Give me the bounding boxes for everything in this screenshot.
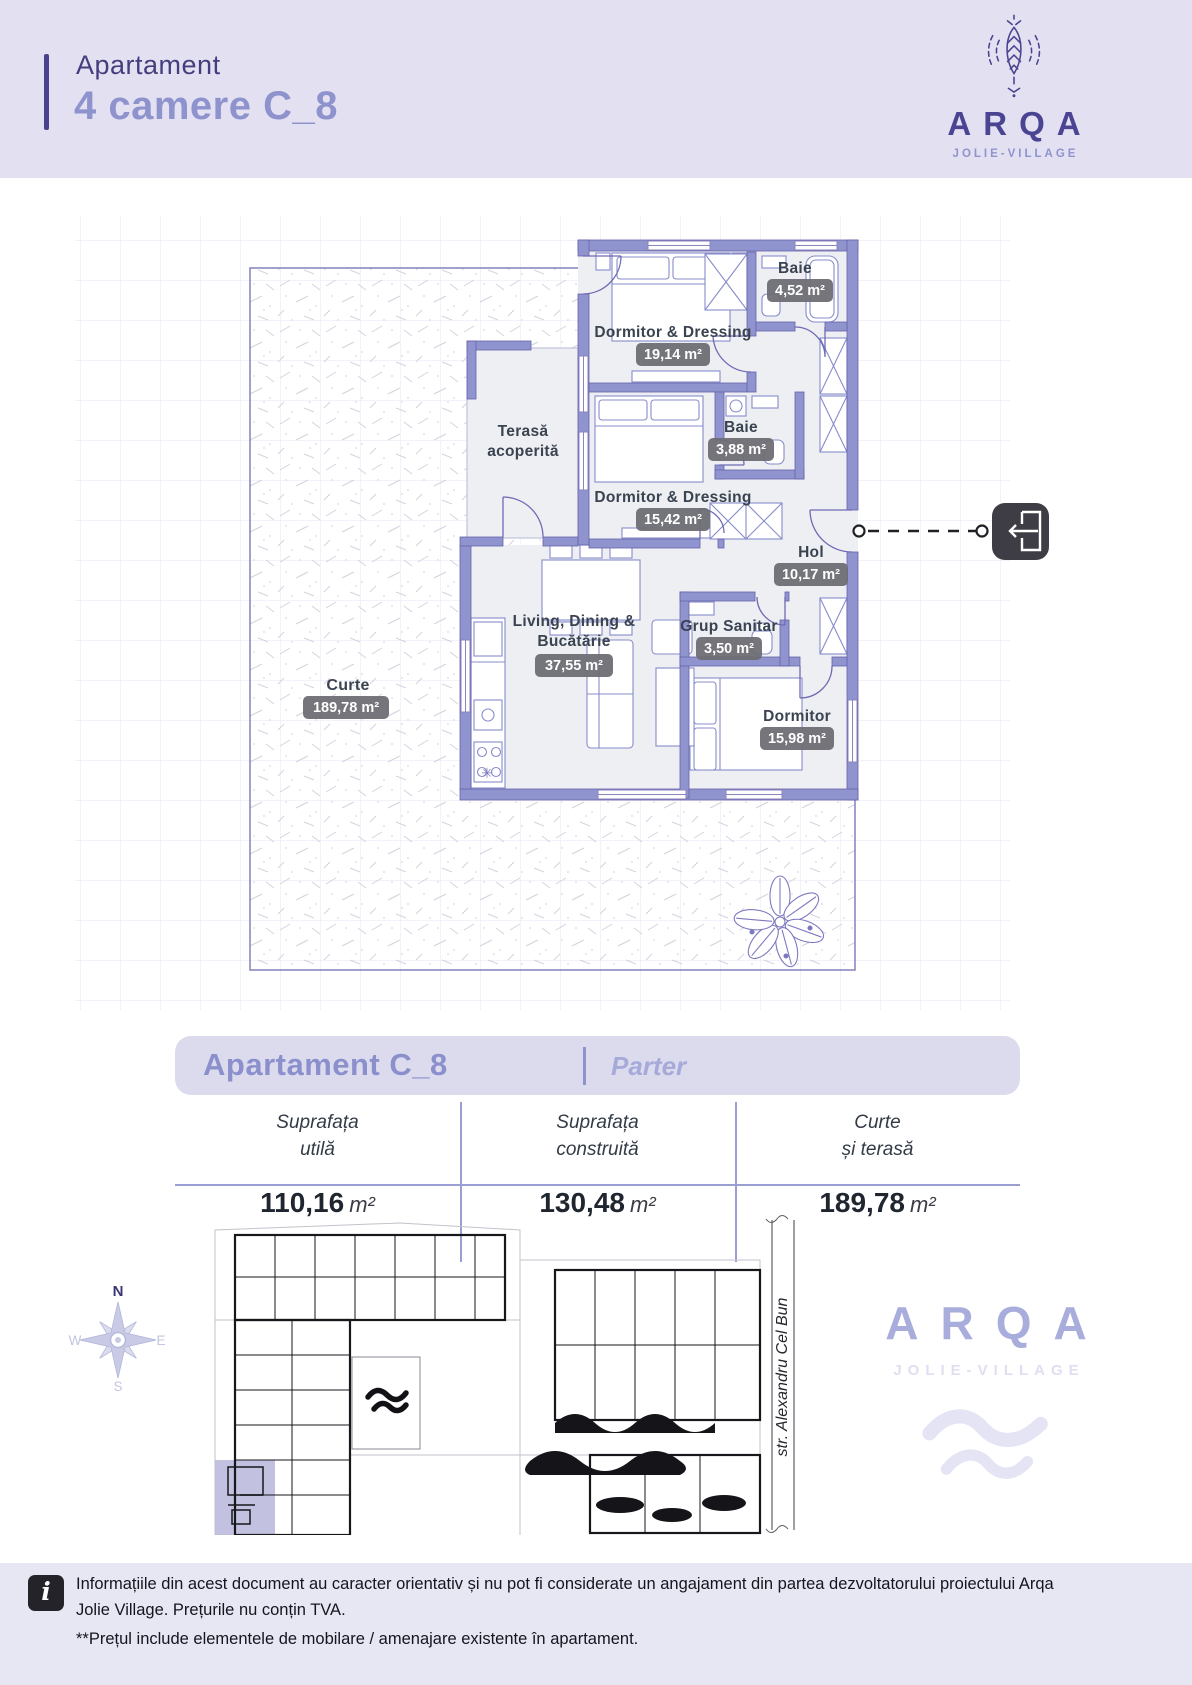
room-label-curte: Curte	[326, 677, 370, 694]
footer-text	[76, 1572, 1091, 1653]
col3-value: 189,78	[819, 1187, 905, 1219]
room-label-baie1: Baie	[778, 260, 812, 277]
disclaimer-paragraph: Informațiile din acest document au caracter orientativ și nu pot fi considerate un angajament din partea dezvoltatorului proiectului Arqa Jolie Village. Prețurile nu conțin TVA.	[76, 1575, 1054, 1619]
col1-label-2: utilă	[300, 1138, 335, 1160]
area-badge-hol: 10,17 m²	[781, 567, 841, 583]
room-label-dorm2: Dormitor & Dressing	[594, 489, 752, 506]
watermark-brand-tagline: JOLIE-VILLAGE	[893, 1362, 1085, 1379]
room-label-dorm3: Dormitor	[763, 708, 831, 725]
amenity-box	[352, 1357, 420, 1449]
arqa-logo	[928, 14, 1100, 160]
col3-label-2: și terasă	[841, 1138, 914, 1160]
header	[0, 0, 1192, 178]
room-label-baie2: Baie	[724, 419, 758, 436]
brand-tagline: JOLIE-VILLAGE	[952, 148, 1079, 160]
summary-title: Apartament C_8	[203, 1047, 448, 1082]
wave-watermark-icon	[920, 1405, 1052, 1490]
compass-west: W	[68, 1333, 82, 1348]
area-badge-grup: 3,50 m²	[704, 641, 754, 657]
watermark-brand-name: ARQA	[885, 1297, 1109, 1349]
page-subtitle: Apartament	[76, 50, 221, 80]
room-label-hol: Hol	[798, 544, 824, 561]
room-label-grup: Grup Sanitar	[680, 618, 778, 635]
summary-floor: Parter	[611, 1051, 687, 1081]
summary-card	[175, 1036, 1020, 1095]
col1-unit: m²	[349, 1192, 375, 1218]
street	[766, 1216, 794, 1533]
compass-east: E	[156, 1333, 166, 1348]
area-badge-curte: 189,78 m²	[312, 700, 380, 716]
summary-divider	[583, 1047, 586, 1085]
room-label-terasa-2: acoperită	[487, 443, 559, 460]
col3-unit: m²	[909, 1192, 936, 1218]
col2-label-1: Suprafața	[556, 1112, 639, 1133]
compass-south: S	[113, 1379, 123, 1394]
col2-label-2: construită	[556, 1138, 639, 1160]
area-badge-baie2: 3,88 m²	[716, 442, 766, 458]
area-badge-dorm2: 15,42 m²	[643, 512, 703, 528]
area-badge-dorm1: 19,14 m²	[643, 347, 703, 363]
compass-icon	[66, 1284, 170, 1394]
street-label: str. Alexandru Cel Bun	[774, 1297, 791, 1457]
compass-north: N	[112, 1284, 124, 1300]
area-badge-baie1: 4,52 m²	[775, 283, 825, 299]
arqa-logo-watermark	[850, 1296, 1122, 1495]
brand-name: ARQA	[947, 105, 1093, 142]
floor-plan	[60, 210, 1060, 1010]
room-label-living-2: Bucătărie	[537, 633, 611, 650]
col1-label-1: Suprafața	[276, 1112, 359, 1133]
page-title: 4 camere C_8	[74, 84, 338, 128]
col2-unit: m²	[629, 1192, 656, 1218]
footer-disclaimer	[0, 1563, 1192, 1685]
kitchen-mark: ✳	[481, 765, 493, 781]
room-label-dorm1: Dormitor & Dressing	[594, 324, 752, 341]
area-badge-dorm3: 15,98 m²	[767, 731, 827, 747]
title-accent-bar	[44, 54, 49, 130]
room-label-terasa-1: Terasă	[497, 423, 549, 440]
landscape-waves	[525, 1414, 746, 1522]
col2-value: 130,48	[539, 1187, 625, 1219]
arqa-emblem-icon	[977, 14, 1051, 98]
area-badge-living: 37,55 m²	[544, 658, 604, 674]
site-buildings	[228, 1235, 760, 1535]
col3-label-1: Curte	[854, 1112, 901, 1133]
site-plan	[200, 1205, 800, 1535]
info-icon: i	[28, 1575, 64, 1611]
room-label-living-1: Living, Dining &	[512, 613, 636, 630]
price-note-paragraph: **Prețul include elementele de mobilare / amenajare existente în apartament.	[76, 1630, 639, 1649]
col1-value: 110,16	[260, 1187, 345, 1219]
